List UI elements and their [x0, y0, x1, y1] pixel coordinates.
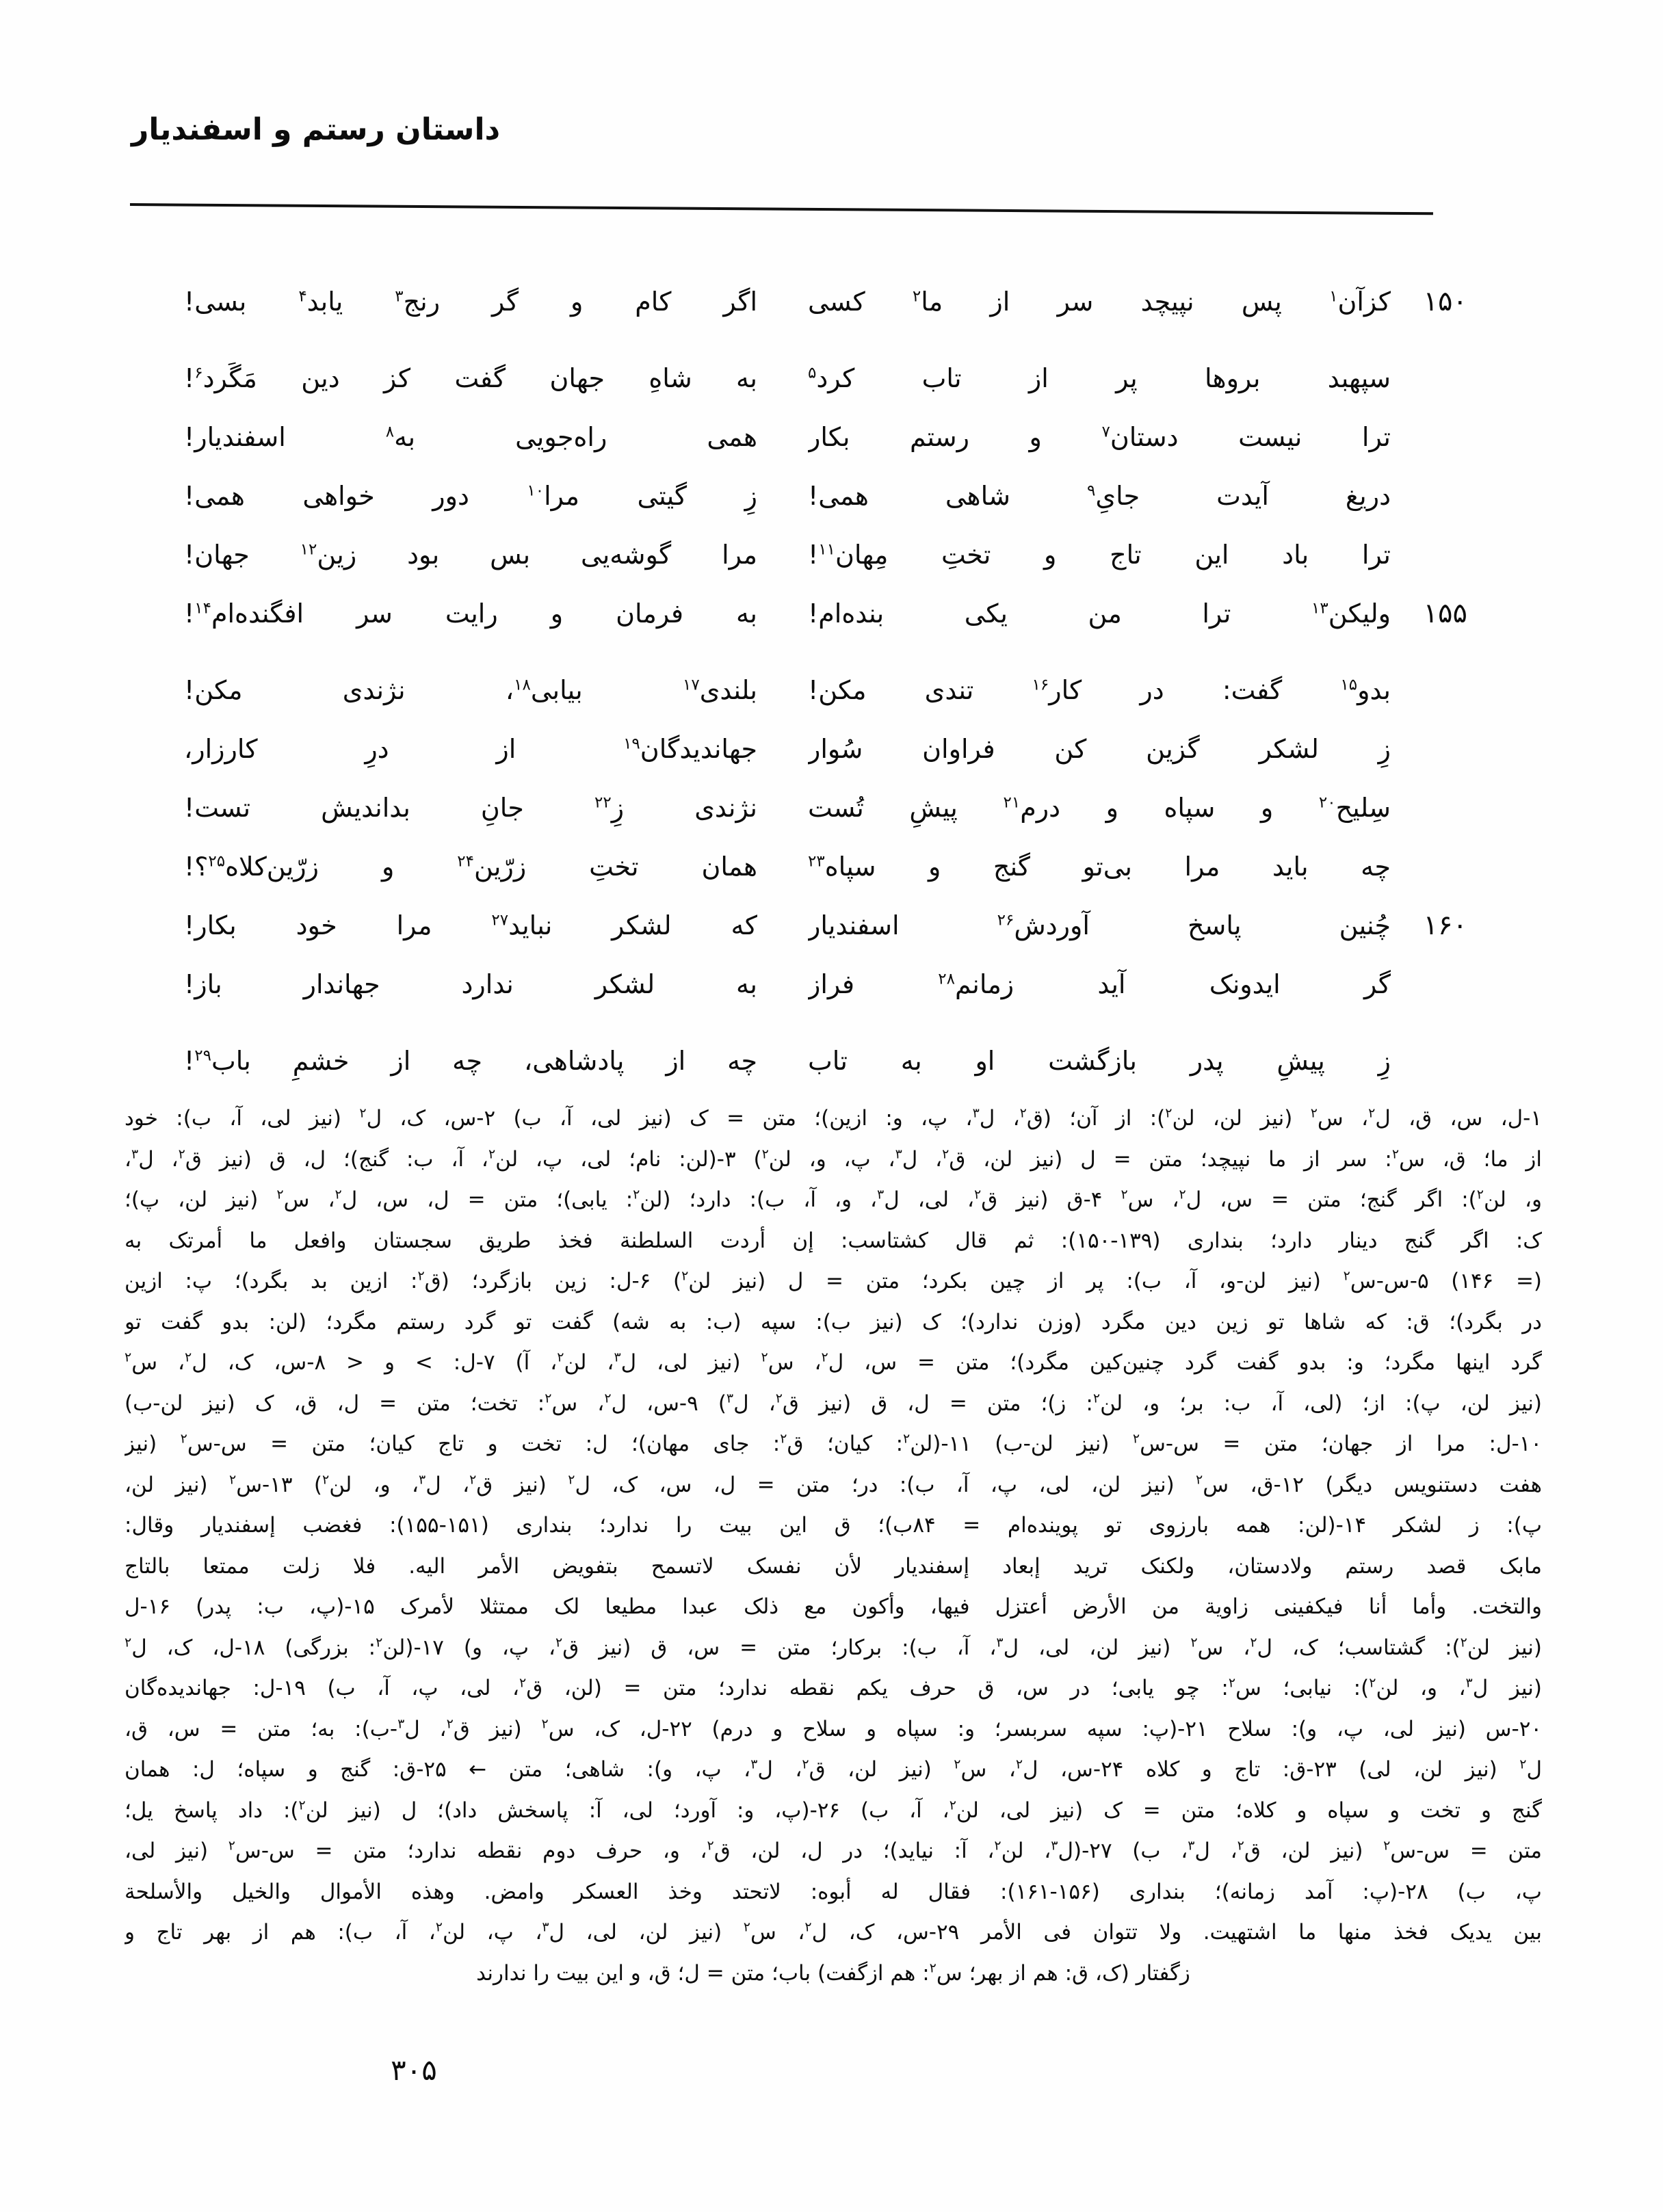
hemistich-right: زِ لشکر گزین کن فراوان سُوار	[808, 734, 1391, 764]
hemistich-left: جهاندیدگان$^{۱۹}$ از درِ کارزار،	[184, 734, 757, 764]
hemistich-right: چُنین پاسخ آوردش$^{۲۶}$ اسفندیار	[808, 910, 1391, 940]
footnote-line: مابک قصد رستم ولادستان، ولکنک ترید إبعاد إسفندیار لأن نفسک لاتسمح بتفویض الأمر الیه. فلا زلت ممتعا بالتاج	[125, 1553, 1542, 1579]
verse-group	[184, 1031, 1467, 1090]
footnote-line: ۲۰-س (نیز لی، پ، و): سلاح ۲۱-(پ: سپه سربسر؛ و: سپاه و سلاح و درم) ۲۲-ل، ک، س$^۲$ (نیز ق$^۲$، ل$^۳$-ب): به؛ متن = س، ق،	[125, 1716, 1542, 1741]
verse-row	[184, 778, 1467, 837]
verse-group	[184, 272, 1467, 331]
verse-row	[184, 955, 1467, 1014]
hemistich-right: سِلیح$^{۲۰}$ و سپاه و درم$^{۲۱}$ پیشِ تُست	[808, 793, 1391, 823]
hemistich-right: ولیکن$^{۱۳}$ ترا من یکی بنده‌ام!	[808, 598, 1391, 629]
footnote-line: گرد اینها مگرد؛ و: بدو گفت گرد چنین‌کین مگرد)؛ متن = س، ل$^۲$، س$^۲$ (نیز لی، ل$^۳$، لن$^۲$، آ) ۷-ل: > و < ۸-س، ک، ل$^۲$، س$^۲$	[125, 1349, 1542, 1375]
hemistich-left: به لشکر ندارد جهاندار باز!	[184, 969, 757, 999]
footnote-line: گنج و تخت و سپاه و کلاه؛ متن = ک (نیز لی، لن$^۲$، آ، ب) ۲۶-(پ، و: آورد؛ لی، آ: پاسخش داد)؛ ل (نیز لن$^۲$): داد پاسخ یل؛	[125, 1798, 1542, 1823]
verse-group	[184, 661, 1467, 1014]
verse-row	[184, 272, 1467, 331]
hemistich-right: ترا باد این تاج و تختِ مِهان$^{۱۱}$!	[808, 540, 1391, 570]
hemistich-left: همان تختِ زرّین$^{۲۴}$ و زرّین‌کلاه$^{۲۵}$؟!	[184, 852, 757, 882]
footnote-line: ۱-ل، س، ق، ل$^۲$، س$^۲$ (نیز لن، لن$^۲$): از آن؛ (ق$^۲$، ل$^۳$، پ، و: ازین)؛ متن = ک (نیز لی، آ، ب) ۲-س، ک، ل$^۲$ (نیز لی، آ، ب): خود	[125, 1105, 1542, 1131]
hemistich-right: دریغ آیدت جایِ$^۹$ شاهی همی!	[808, 481, 1391, 511]
verse-row	[184, 525, 1467, 584]
hemistich-left: زِ گیتی مرا$^{۱۰}$ دور خواهی همی!	[184, 481, 757, 511]
hemistich-right: بدو$^{۱۵}$ گفت: در کار$^{۱۶}$ تندی مکن!	[808, 675, 1391, 705]
verse-row	[184, 720, 1467, 778]
verse-number: ۱۵۵	[1423, 598, 1467, 629]
hemistich-left: چه از پادشاهی، چه از خشمِ باب$^{۲۹}$!	[184, 1046, 757, 1076]
hemistich-left: مرا گوشه‌یی بس بود زین$^{۱۲}$ جهان!	[184, 540, 757, 570]
hemistich-right: سپهبد بروها پر از تاب کرد$^۵$	[808, 363, 1391, 393]
hemistich-left: نژندی زِ$^{۲۲}$ جانِ بداندیش تست!	[184, 793, 757, 823]
verse-row	[184, 837, 1467, 896]
verse-row	[184, 896, 1467, 955]
verse-row	[184, 661, 1467, 720]
running-head-title: داستان رستم و اسفندیار	[131, 112, 501, 147]
hemistich-right: گر ایدونک آید زمانم$^{۲۸}$ فراز	[808, 969, 1391, 999]
verse-section	[184, 272, 1467, 1108]
verse-row	[184, 1031, 1467, 1090]
footnote-line: ک: اگر گنج دینار دارد؛ بنداری (۱۳۹-۱۵۰): ثم قال کشتاسب: إن أردت السلطنة فخذ طریق سجستان وافعل ما أمرتک به	[125, 1228, 1542, 1253]
footnote-line: هفت دستنویس دیگر) ۱۲-ق، س$^۲$ (نیز لن، لی، پ، آ، ب): در؛ متن = ل، س، ک، ل$^۲$ (نیز ق$^۲$، ل$^۳$، و، لن$^۲$) ۱۳-س$^۲$ (نیز لن،	[125, 1472, 1542, 1497]
footnote-line: پ): ز لشکر ۱۴-(لن: همه بارزوی تو پوینده‌ام = ۸۴ب)؛ ق این بیت را ندارد؛ بنداری (۱۵۱-۱۵۵): فغضب إسفندیار وقال:	[125, 1513, 1542, 1538]
hemistich-right: زِ پیشِ پدر بازگشت او به تاب	[808, 1046, 1391, 1076]
verse-group	[184, 349, 1467, 643]
verse-row	[184, 408, 1467, 466]
footnote-line: زگفتار (ک، ق: هم از بهر؛ س$^۲$: هم ازگفت) باب؛ متن = ل؛ ق، و این بیت را ندارند	[476, 1960, 1190, 1986]
footnote-line: در بگرد)؛ ق: که شاها تو زین دین مگرد (وزن ندارد)؛ ک (نیز ب): سپه (ب: به شه) گفت تو گرد رستم مگرد؛ (لن: بدو گفت تو	[125, 1309, 1542, 1334]
footnote-line: ل$^۲$ (نیز لن، لی) ۲۳-ق: تاج و کلاه ۲۴-س، ل$^۲$، س$^۲$ (نیز لن، ق$^۲$، ل$^۳$، پ، و): شاهی؛ متن ← ۲۵-ق: گنج و سپاه؛ ل: همان	[125, 1756, 1542, 1782]
page-number: ۳۰۵	[391, 2053, 437, 2087]
hemistich-left: به فرمان و رایت سر افگنده‌ام$^{۱۴}$!	[184, 598, 757, 629]
footnote-line: (نیز ل$^۳$، و، لن$^۲$): نیابی؛ س$^۲$: چو یابی؛ در س، ق حرف یکم نقطه ندارد؛ متن = (لن، ق$^۲$، لی، پ، آ، ب) ۱۹-ل: جهاندیده‌گان	[125, 1675, 1542, 1700]
hemistich-left: به شاهِ جهان گفت کز دین مَگَرد$^۶$!	[184, 363, 757, 393]
hemistich-left: بلندی$^{۱۷}$ بیابی$^{۱۸}$، نژندی مکن!	[184, 675, 757, 705]
verse-row	[184, 584, 1467, 643]
footnote-line: از ما؛ ق، س$^۲$: سر از ما نپیچد؛ متن = ل (نیز لن، ق$^۲$، ل$^۳$، پ، و، لن$^۲$) ۳-(لن: نام؛ لی، پ، لن$^۲$، آ، ب: گنج)؛ ل، ق (نیز ق$^۲$، ل$^۳$،	[125, 1146, 1542, 1172]
hemistich-left: اگر کام و گر رنج$^۳$ یابد$^۴$ بسی!	[184, 287, 757, 317]
footnote-line: والتخت. وأما أنا فیکفینی زاویة من الأرض أعتزل فیها، وأکون مع ذلک عبدا مطیعا لک ممتثلا لأمرک ۱۵-(پ، ب: پدر) ۱۶-ل	[125, 1594, 1542, 1619]
hemistich-right: کزآن$^۱$ پس نپیچد سر از ما$^۲$ کسی	[808, 287, 1391, 317]
footnote-line: و، لن$^۲$): اگر گنج؛ متن = س، ل$^۲$، س$^۲$ ۴-ق (نیز ق$^۲$، لی، ل$^۳$، و، آ، ب): دارد؛ (لن$^۲$: یابی)؛ متن = ل، س، ل$^۲$، س$^۲$ (نیز لن، پ)؛	[125, 1187, 1542, 1212]
footnote-line: (نیز لن$^۲$): گشتاسب؛ ک، ل$^۲$، س$^۲$ (نیز لن، لی، ل$^۳$، آ، ب): برکار؛ متن = س، ق (نیز ق$^۲$، پ، و) ۱۷-(لن$^۲$: بزرگی) ۱۸-ل، ک، ل$^۲$	[125, 1635, 1542, 1660]
footnote-line: بین یدیک فخذ منها ما اشتهیت. ولا تتوان فی الأمر ۲۹-س، ک، ل$^۲$، س$^۲$ (نیز لن، لی، ل$^۳$، پ، لن$^۲$، آ، ب): هم از بهر تاج و	[125, 1919, 1542, 1945]
verse-number: ۱۶۰	[1423, 910, 1467, 941]
hemistich-right: چه باید مرا بی‌تو گنج و سپاه$^{۲۳}$	[808, 852, 1391, 882]
critical-apparatus	[125, 1098, 1542, 1994]
footnote-line: (نیز لن، پ): از؛ (لی، آ، ب: بر؛ و، لن$^۲$: ز)؛ متن = ل، ق (نیز ق$^۲$، ل$^۳$) ۹-س، ل$^۲$، س$^۲$: تخت؛ متن = ل، ق، ک (نیز لن-ب)	[125, 1391, 1542, 1416]
footnote-line: ۱۰-ل: مرا از جهان؛ متن = س-س$^۲$ (نیز لن-ب) ۱۱-(لن$^۲$: کیان؛ ق$^۲$: جای مهان)؛ ل: تخت و تاج کیان؛ متن = س-س$^۲$ (نیز	[125, 1431, 1542, 1456]
footnote-line: متن = س-س$^۲$ (نیز لن، ق$^۲$، ل$^۳$، ب) ۲۷-(ل$^۳$، لن$^۲$، آ: نیاید)؛ در ل، لن، ق$^۲$، و، حرف دوم نقطه ندارد؛ متن = س-س$^۲$ (نیز لی،	[125, 1838, 1542, 1863]
hemistich-left: همی راه‌جویی به$^۸$ اسفندیار!	[184, 422, 757, 452]
verse-row	[184, 349, 1467, 408]
footnote-line: (= ۱۴۶) ۵-س-س$^۲$ (نیز لن-و، آ، ب): پر از چین بکرد؛ متن = ل (نیز لن$^۲$) ۶-ل: زین بازگرد؛ (ق$^۲$: ازین بد بگرد)؛ پ: ازین	[125, 1268, 1542, 1293]
header-rule	[130, 203, 1433, 215]
footnote-line: پ، ب) ۲۸-(پ: آمد زمانه)؛ بنداری (۱۵۶-۱۶۱): فقال له أبوه: لاتحتد وخذ العسکر وامض. وهذه الأموال والخیل والأسلحة	[125, 1879, 1542, 1904]
verse-row	[184, 466, 1467, 525]
verse-number: ۱۵۰	[1423, 286, 1467, 317]
hemistich-left: که لشکر نباید$^{۲۷}$ مرا خود بکار!	[184, 910, 757, 940]
hemistich-right: ترا نیست دستان$^۷$ و رستم بکار	[808, 422, 1391, 452]
